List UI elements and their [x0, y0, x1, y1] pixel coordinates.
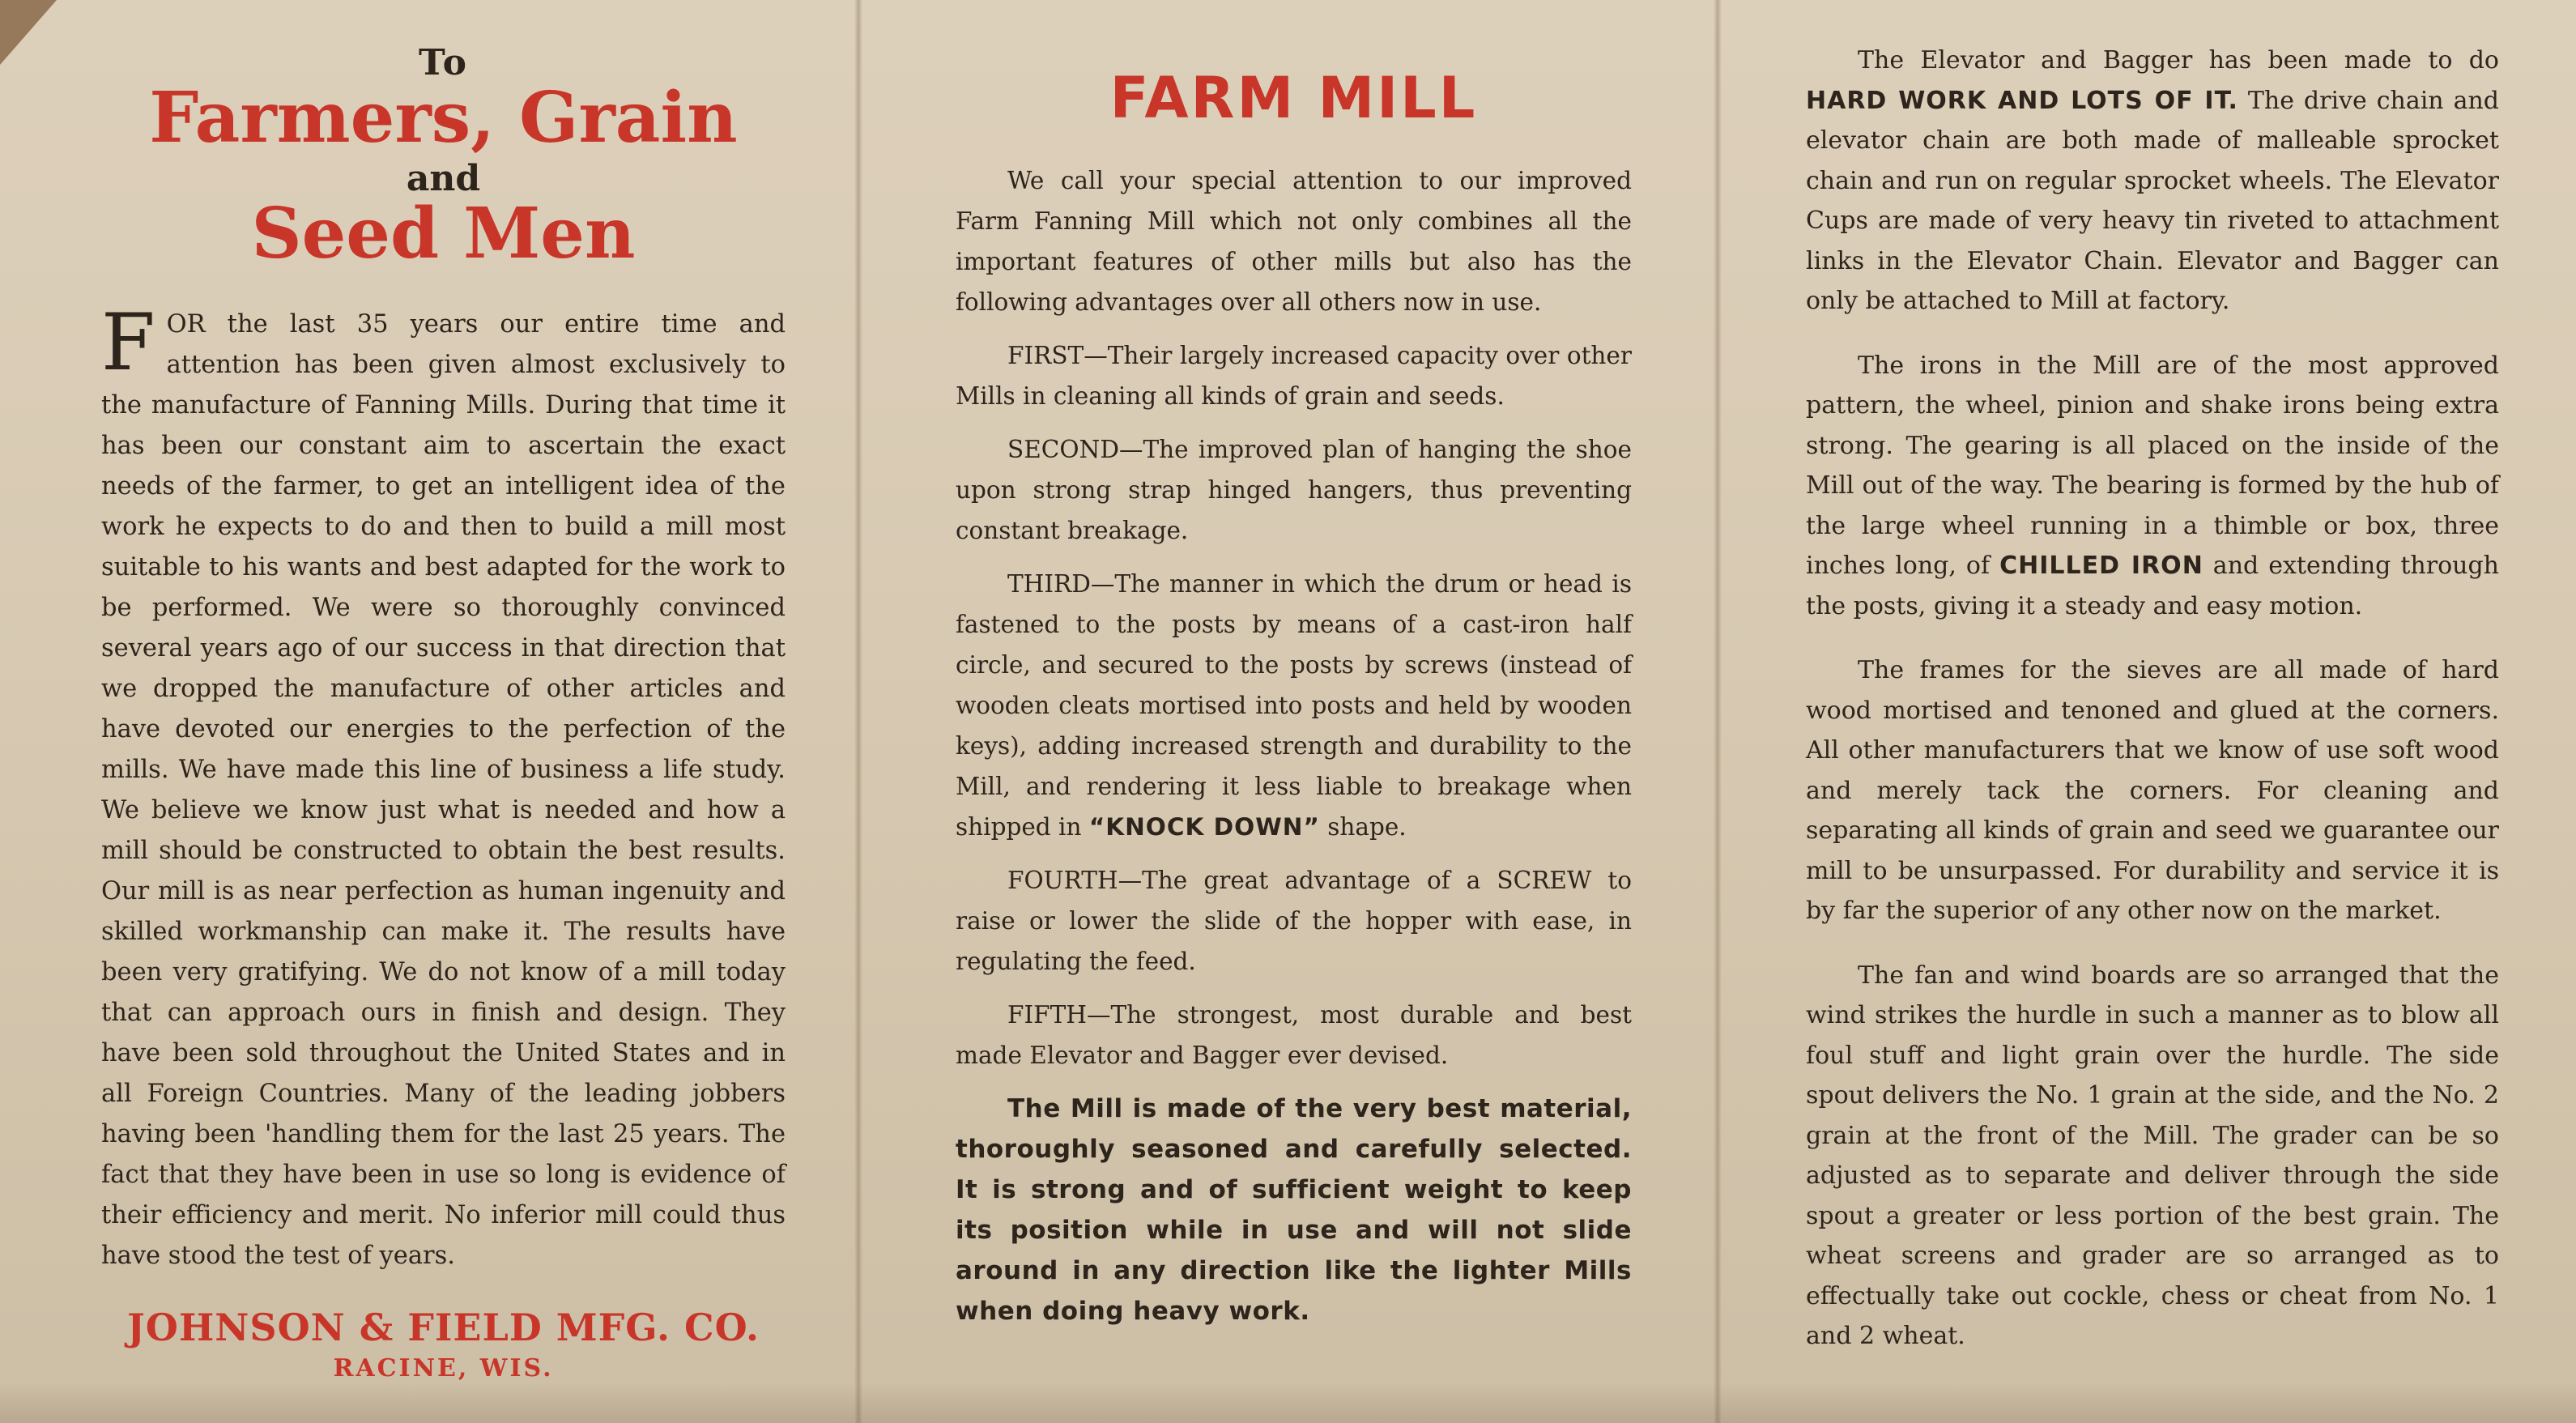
heading-and: and [406, 158, 481, 199]
panel-right [1717, 0, 2576, 1423]
company-city: RACINE, WIS. [333, 1354, 554, 1383]
fold-line-left [854, 0, 862, 1423]
feature-fifth [956, 995, 1632, 1076]
knock-down-emphasis: “KNOCK DOWN” [1088, 813, 1320, 841]
feature-fifth-text: —The strongest, most durable and best made Elevator and Bagger ever devised. [956, 1001, 1632, 1069]
heading-to: To [418, 42, 469, 83]
chilled-iron-emphasis: CHILLED IRON [1999, 552, 2203, 580]
frames-paragraph: The frames for the sieves are all made of hard wood mortised and tenoned and glued at the corners. All other manufacturers that we know of use soft wood and merely tack the corners. For cleaning and separating all kinds of grain and seed we guarantee our mill to be unsurpassed. For durability and service it is by far the superior of any other now on the market. [1806, 656, 2499, 925]
feature-fourth [956, 860, 1632, 982]
irons-paragraph [1806, 346, 2499, 627]
company-name: JOHNSON & FIELD MFG. CO. [127, 1306, 760, 1349]
feature-third [956, 564, 1632, 847]
panel-left-heading [101, 42, 786, 275]
fan-paragraph: The fan and wind boards are so arranged that the wind strikes the hurdle in such a manner as to blow all foul stuff and light grain over the hurdle. The side spout delivers the No. 1 grain at the side, and the No. 2 grain at the front of the Mill. The grader can be so adjusted as to separate and deliver through the side spout a greater or less portion of the best grain. The wheat screens and grader are so arranged as to effectually take out cockle, chess or cheat from No. 1 and 2 wheat. [1806, 961, 2499, 1350]
irons-end: and extending through the posts, giving it a steady and easy motion. [1806, 552, 2499, 620]
irons-start: The irons in the Mill are of the most approved pattern, the wheel, pinion and shake irons being extra strong. The gearing is all placed on the inside of the Mill out of the way. The bearing is formed by the hub of the large wheel running in a thimble or box, three inches long, of [1806, 351, 2499, 580]
elevator-paragraph [1806, 40, 2499, 322]
fold-line-right [1714, 0, 1722, 1423]
feature-fifth-label: FIFTH [1007, 1001, 1087, 1029]
intro-paragraph: OR the last 35 years our entire time and attention has been given almost exclusively to the manufacture of Fanning Mills. During that time it has been our constant aim to ascertain the exact needs of the farmer, to get an intelligent idea of the work he expects to do and then to build a mill most suitable to his wants and best adapted for the work to be performed. We were so thoroughly convinced several years ago of our success in that direction that we dropped the manufacture of other articles and have devoted our energies to the perfection of the mills. We have made this line of business a life study. We believe we know just what is needed and how a mill should be constructed to obtain the best results. Our mill is as near perfection as human ingenuity and skilled workmanship can make it. The results have been very gratifying. We do not know of a mill today that can approach ours in finish and design. They have been sold throughout the United States and in all Foreign Countries. Many of the leading jobbers having been 'handling them for the last 25 years. The fact that they have been in use so long is evidence of their efficiency and merit. No inferior mill could thus have stood the test of years. [101, 310, 786, 1270]
feature-fourth-end: to raise or lower the slide of the hopper with ease, in regulating the feed. [956, 867, 1632, 975]
farm-mill-title: FARM MILL [1109, 65, 1478, 131]
panel-left [0, 0, 858, 1423]
closing-statement: The Mill is made of the very best material, thoroughly seasoned and carefully selected. It is strong and of sufficient weight to keep its position while in use and will not slide around in any direction like the lighter Mills when doing heavy work. [956, 1094, 1632, 1326]
feature-first [956, 335, 1632, 416]
feature-fourth-text: —The great advantage of a [1118, 867, 1497, 894]
feature-first-label: FIRST [1007, 342, 1084, 369]
hard-work-emphasis: HARD WORK AND LOTS OF IT. [1806, 86, 2238, 115]
drop-cap: F [101, 297, 155, 388]
elevator-end: The drive chain and elevator chain are both made of malleable sprocket chain and run on regular sprocket wheels. The Elevator Cups are made of very heavy tin riveted to attachment links in the Elevator Chain. Elevator and Bagger can only be attached to Mill at factory. [1806, 86, 2499, 315]
feature-third-end: shape. [1319, 813, 1407, 841]
elevator-start: The Elevator and Bagger has been made to do [1858, 46, 2499, 75]
heading-seed-men: Seed Men [251, 193, 636, 275]
bottom-shadow [0, 1383, 2576, 1423]
heading-farmers-grain: Farmers, Grain [149, 77, 738, 159]
farm-mill-intro: We call your special attention to our improved Farm Fanning Mill which not only combines all the important features of other mills but also has the following advantages over all others now in use. [956, 167, 1632, 316]
panel-middle [858, 0, 1717, 1423]
intro-block [101, 297, 786, 1276]
feature-fourth-label: FOURTH [1007, 867, 1118, 894]
feature-first-text: —Their largely increased capacity over other Mills in cleaning all kinds of grain and seeds. [956, 342, 1632, 410]
screw-emphasis: SCREW [1497, 867, 1592, 894]
feature-third-text: —The manner in which the drum or head is fastened to the posts by means of a cast-iron half circle, and secured to the posts by screws (instead of wooden cleats mortised into posts and held by wooden keys), adding increased strength and durability to the Mill, and rendering it less liable to breakage when shipped in [956, 570, 1632, 841]
feature-second [956, 429, 1632, 551]
feature-third-label: THIRD [1007, 570, 1091, 598]
feature-second-label: SECOND [1007, 436, 1119, 463]
feature-second-text: —The improved plan of hanging the shoe upon strong strap hinged hangers, thus preventing constant breakage. [956, 436, 1632, 544]
